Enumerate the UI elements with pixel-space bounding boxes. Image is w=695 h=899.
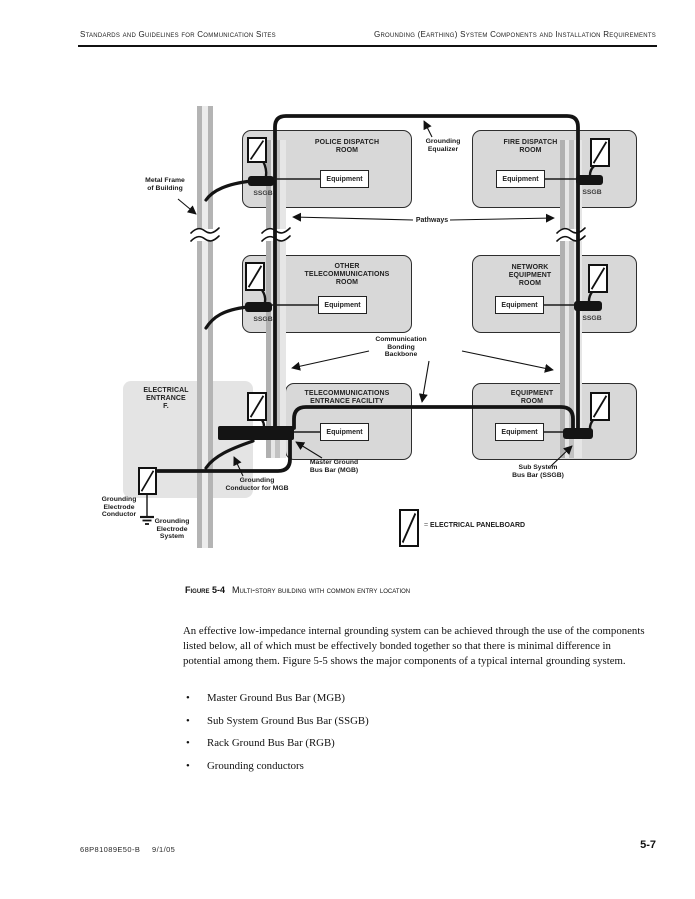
ssgb-bus-bar <box>248 176 274 186</box>
equipment-box: Equipment <box>318 296 367 314</box>
equipment-box: Equipment <box>495 296 544 314</box>
figure-caption-label: Figure 5-4 <box>185 585 226 595</box>
ssgb-bus-bar <box>574 301 602 311</box>
room-title-electrical-entrance: ELECTRICAL ENTRANCE F. <box>143 387 189 410</box>
equipment-box: Equipment <box>495 423 544 441</box>
room-title-equipment-room: EQUIPMENT ROOM <box>510 390 554 405</box>
label-grounding-electrode-system: Grounding Electrode System <box>154 518 190 541</box>
label-master-ground-bus-bar: Master Ground Bus Bar (MGB) <box>309 459 359 474</box>
room-title-police: POLICE DISPATCH ROOM <box>314 139 380 154</box>
bullet-list <box>186 692 606 782</box>
room-title-telecom-entrance: TELECOMMUNICATIONS ENTRANCE FACILITY <box>304 390 390 405</box>
electrical-panelboard-icon <box>399 509 419 547</box>
label-grounding-conductor-mgb: Grounding Conductor for MGB <box>225 477 289 492</box>
ssgb-bus-bar <box>576 175 603 185</box>
electrical-panelboard-icon <box>138 467 157 495</box>
bullet-icon: • <box>186 737 190 749</box>
label-communication-bonding-backbone: Communication Bonding Backbone <box>375 336 427 359</box>
bullet-icon: • <box>186 759 190 772</box>
equipment-box: Equipment <box>496 170 545 188</box>
bullet-icon: • <box>186 714 190 727</box>
list-item: • Sub System Ground Bus Bar (SSGB) <box>186 714 369 727</box>
footer-page-number: 5-7 <box>640 839 656 851</box>
list-item: • Grounding conductors <box>186 759 304 772</box>
list-item: • Rack Ground Bus Bar (RGB) <box>186 737 335 749</box>
footer-doc-number: 68P81089E50-B <box>80 845 141 854</box>
legend-electrical-panelboard: = ELECTRICAL PANELBOARD <box>424 522 526 529</box>
electrical-panelboard-icon <box>245 262 265 291</box>
header-right-title: Grounding (Earthing) System Components and Installation Requirements <box>373 30 656 39</box>
ssgb-bus-bar <box>563 428 593 439</box>
room-title-other-telecom: OTHER TELECOMMUNICATIONS ROOM <box>304 263 390 286</box>
electrical-panelboard-icon <box>590 392 610 421</box>
right-riser-pathway <box>560 140 582 458</box>
ssgb-tag: SSGB <box>582 189 602 196</box>
left-riser-pathway <box>266 140 286 458</box>
list-item: • Master Ground Bus Bar (MGB) <box>186 692 345 704</box>
electrical-panelboard-icon <box>588 264 608 293</box>
label-sub-system-bus-bar: Sub System Bus Bar (SSGB) <box>512 464 564 479</box>
header-left-title: Standards and Guidelines for Communication Sites <box>80 30 276 39</box>
footer-date: 9/1/05 <box>152 845 176 854</box>
mgb-bus-bar <box>218 426 294 440</box>
bullet-icon: • <box>186 692 190 704</box>
electrical-panelboard-icon <box>247 137 267 163</box>
body-paragraph: An effective low-impedance internal grounding system can be achieved through the use of the components listed below, all of which must be effectively bonded together so that there is minimal difference in potential among them. Figure 5-5 shows the major components of a typical internal grounding system. <box>183 625 645 668</box>
electrical-panelboard-icon <box>590 138 610 167</box>
label-grounding-electrode-conductor: Grounding Electrode Conductor <box>101 496 137 519</box>
ssgb-tag: SSGB <box>253 190 273 197</box>
equipment-box: Equipment <box>320 170 369 188</box>
room-title-fire: FIRE DISPATCH ROOM <box>503 139 558 154</box>
figure-caption-title: Multi-story building with common entry location <box>232 585 411 595</box>
legend-equals: = <box>424 522 429 529</box>
ssgb-tag: SSGB <box>253 316 273 323</box>
label-grounding-equalizer: Grounding Equalizer <box>425 138 461 153</box>
equipment-box: Equipment <box>320 423 369 441</box>
room-title-network: NETWORK EQUIPMENT ROOM <box>508 264 552 287</box>
label-metal-frame: Metal Frame of Building <box>145 177 185 192</box>
electrical-panelboard-icon <box>247 392 267 421</box>
label-pathways: Pathways <box>415 217 449 224</box>
figure-caption <box>185 585 410 595</box>
ssgb-tag: SSGB <box>582 315 602 322</box>
ssgb-bus-bar <box>245 302 272 312</box>
